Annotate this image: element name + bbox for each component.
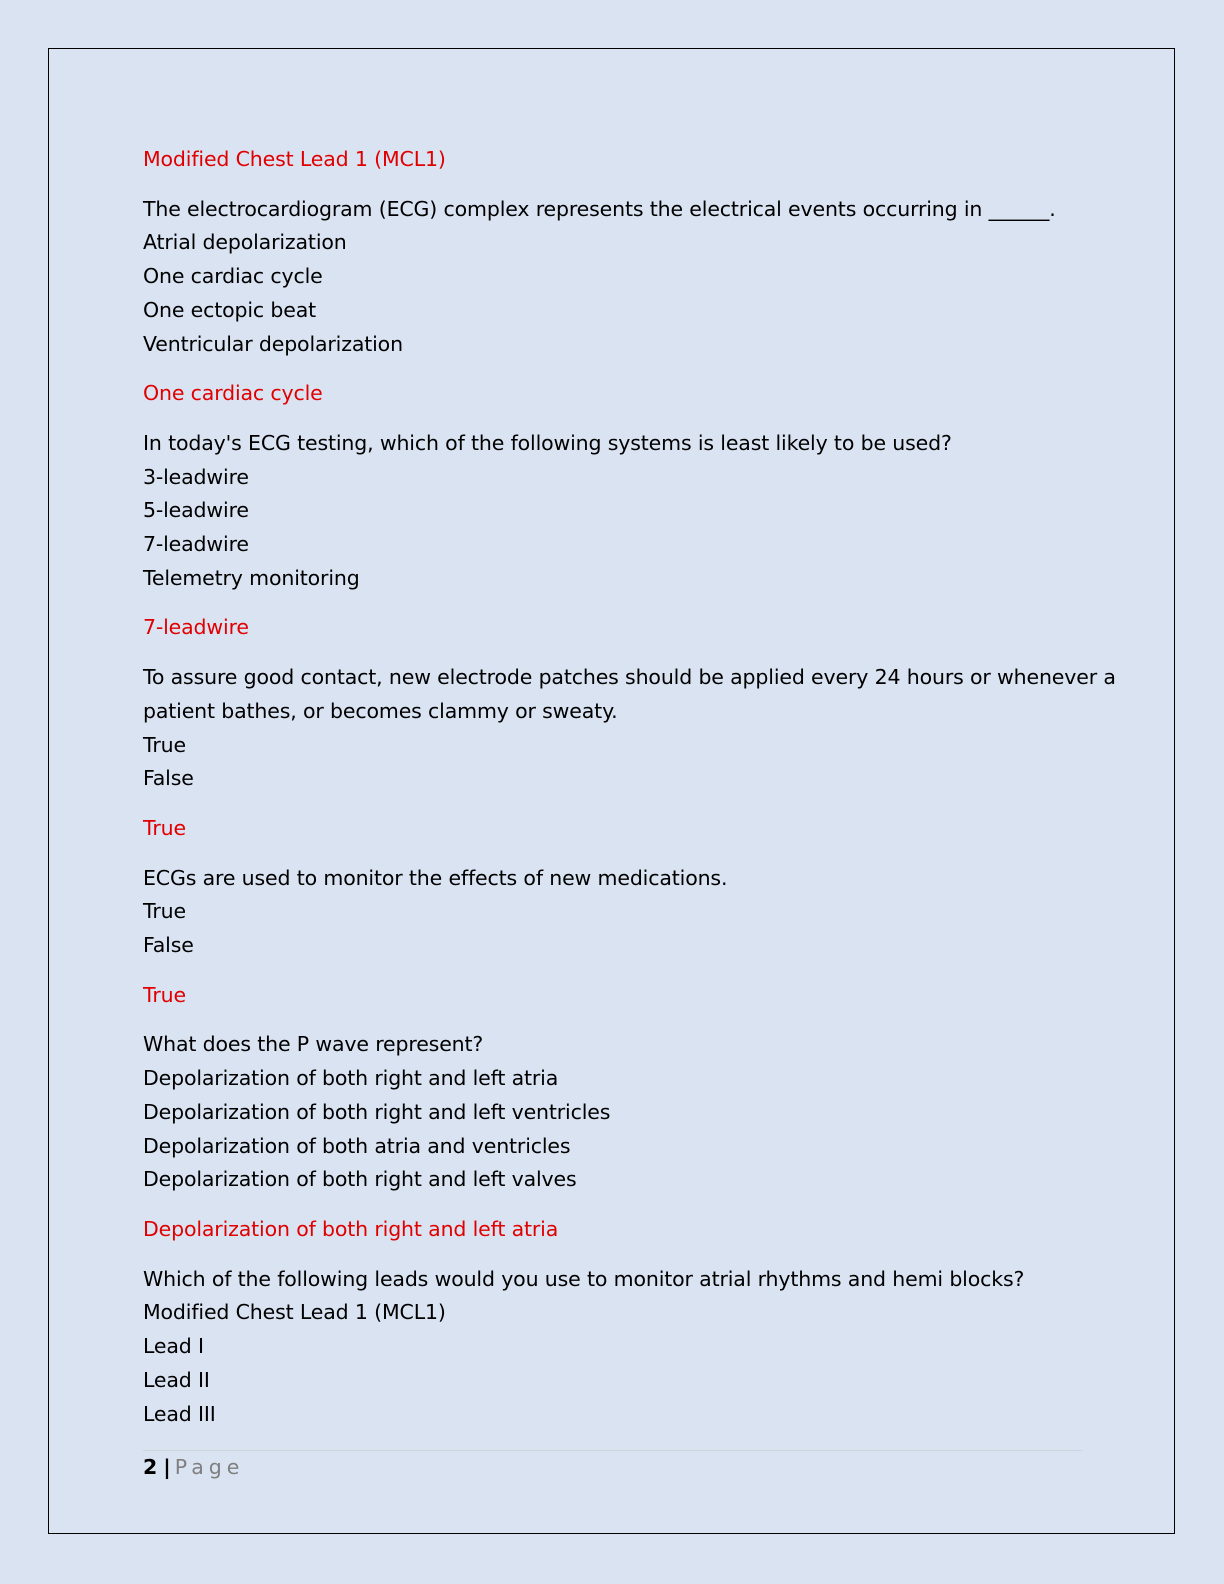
question-block-2 [143,427,1083,645]
footer-separator: | [163,1455,171,1479]
answer-text: Depolarization of both right and left atria [143,1216,559,1241]
question-text: What does the P wave represent? [143,1032,484,1057]
option: Depolarization of both right and left atria [143,1066,559,1091]
option: True [143,732,186,757]
answer-text: True [143,982,186,1007]
page-number: 2 [143,1455,158,1479]
option: Ventricular depolarization [143,331,403,356]
option: 3-leadwire [143,464,249,489]
question-block-3 [143,661,1116,846]
question-text: In today's ECG testing, which of the following systems is least likely to be used? [143,430,952,455]
option: 5-leadwire [143,498,249,523]
option: Lead II [143,1367,210,1392]
option: Modified Chest Lead 1 (MCL1) [143,1300,446,1325]
option: Atrial depolarization [143,230,347,255]
option: Lead III [143,1401,216,1426]
question-text: The electrocardiogram (ECG) complex represents the electrical events occurring in ______. [143,196,1056,221]
option: Depolarization of both atria and ventricles [143,1133,571,1158]
heading-answer: Modified Chest Lead 1 (MCL1) [143,147,446,171]
option: True [143,899,186,924]
option: False [143,933,194,958]
question-block-6 [143,1263,1083,1432]
option: False [143,766,194,791]
option: One ectopic beat [143,297,317,322]
option: Depolarization of both right and left ventricles [143,1099,611,1124]
question-text: Which of the following leads would you use to monitor atrial rhythms and hemi blocks? [143,1266,1025,1291]
question-text: ECGs are used to monitor the effects of new medications. [143,865,728,890]
document-body [143,143,1116,1431]
question-text-line-2: patient bathes, or becomes clammy or sweaty. [143,698,618,723]
footer-divider [143,1450,1083,1451]
question-block-1 [143,193,1083,411]
answer-text: True [143,815,186,840]
answer-text: 7-leadwire [143,615,249,640]
page-footer [143,1452,244,1482]
option: Depolarization of both right and left valves [143,1167,577,1192]
question-text-line-1: To assure good contact, new electrode patches should be applied every 24 hours or whenever a [143,665,1116,690]
question-block-5 [143,1028,1083,1246]
answer-text: One cardiac cycle [143,381,323,406]
question-block-4 [143,862,1083,1013]
option: Lead I [143,1334,204,1359]
option: Telemetry monitoring [143,565,360,590]
option: 7-leadwire [143,532,249,557]
option: One cardiac cycle [143,264,323,289]
page-label: Page [174,1455,245,1479]
